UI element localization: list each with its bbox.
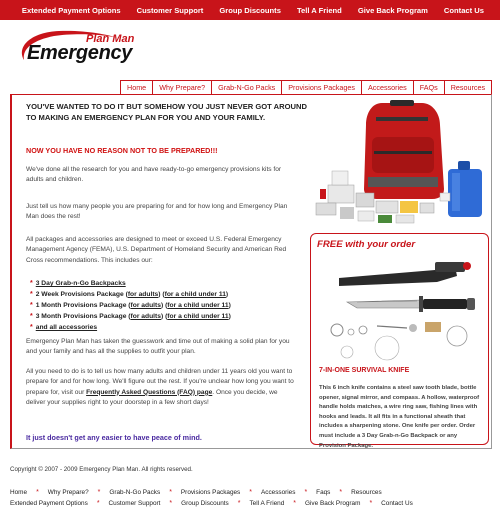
- star-separator-icon: *: [97, 489, 101, 496]
- nav-provisions[interactable]: Provisions Packages: [281, 81, 361, 94]
- footer-customer-support[interactable]: Customer Support: [108, 500, 161, 507]
- link-3month-adults[interactable]: for adults: [130, 313, 161, 320]
- knife-title: 7-IN-ONE SURVIVAL KNIFE: [319, 367, 410, 374]
- tell-us-paragraph: Just tell us how many people you are preparing for and for how long and Emergency Plan Man does the rest!: [26, 203, 288, 221]
- guesswork-paragraph: Emergency Plan Man has taken the guesswork and time out of making a solid plan for you and your family and has all the supplies to outfit your plan.: [26, 338, 290, 356]
- faq-paragraph: [26, 367, 294, 408]
- top-nav-contact-us[interactable]: Contact Us: [443, 5, 484, 15]
- top-nav-customer-support[interactable]: Customer Support: [136, 5, 204, 15]
- top-nav-group-discounts[interactable]: Group Discounts: [219, 5, 281, 15]
- star-bullet-icon: *: [30, 313, 33, 320]
- star-separator-icon: *: [249, 489, 252, 496]
- closing-tagline: It just doesn't get any easier to have peace of mind.: [26, 433, 202, 442]
- nav-home[interactable]: Home: [120, 81, 152, 94]
- footer-faqs[interactable]: Faqs: [316, 489, 331, 496]
- footer-accessories[interactable]: Accessories: [260, 489, 296, 496]
- footer-grab-n-go[interactable]: Grab-N-Go Packs: [109, 489, 161, 496]
- star-separator-icon: *: [339, 489, 343, 496]
- star-separator-icon: *: [293, 500, 297, 507]
- logo-emergency: Emergency: [27, 42, 133, 64]
- footer-nav-secondary: [10, 500, 413, 507]
- pack-label: 3 Month Provisions Package: [35, 313, 127, 320]
- footer-home[interactable]: Home: [10, 489, 28, 496]
- list-item: * 3 Month Provisions Package ( for adults ) ( for a child under 11 ): [30, 313, 231, 320]
- standards-paragraph: All packages and accessories are designed to meet or exceed U.S. Federal Emergency Management Agency (FEMA), U.S. Department of Homeland Security and American Red Cross recommendations. This includes our:: [26, 236, 287, 264]
- nav-grab-n-go[interactable]: Grab-N-Go Packs: [211, 81, 281, 94]
- main-content: [10, 94, 492, 449]
- star-separator-icon: *: [169, 500, 173, 507]
- link-3month-child[interactable]: for a child under 11: [167, 313, 229, 320]
- free-offer-box: [310, 233, 489, 449]
- free-offer-title: FREE with your order: [317, 239, 416, 250]
- star-separator-icon: *: [36, 489, 39, 496]
- footer-tell-a-friend[interactable]: Tell A Friend: [249, 500, 285, 507]
- link-all-accessories[interactable]: and all accessories: [35, 324, 98, 331]
- nav-resources[interactable]: Resources: [444, 81, 491, 94]
- red-heading: NOW YOU HAVE NO REASON NOT TO BE PREPARED!!!: [26, 146, 218, 155]
- link-3day-backpacks[interactable]: 3 Day Grab-n-Go Backpacks: [35, 280, 126, 287]
- star-separator-icon: *: [369, 500, 373, 507]
- star-separator-icon: *: [304, 489, 308, 496]
- knife-description: This 6 inch knife contains a steel saw tooth blade, bottle opener, signal mirror, and compass. A hollow, waterproof handle holds matches, a wire ring saw, fishing lines with hooks and leads. It all fits in a functional sheath that includes a sharpening stone. One knife per order. Order must include a 3 Day Grab-n-Go Backpack or any Provision Package.: [319, 385, 480, 449]
- site-logo[interactable]: [14, 26, 154, 74]
- survival-knife-image: [317, 256, 483, 364]
- copyright: Copyright © 2007 - 2009 Emergency Plan Man. All rights reserved.: [10, 466, 193, 473]
- faq-paragraph-text: All you need to do is to tell us how many adults and children under 11 years old you want to prepare for and for how long. We'll figure out the rest. If you're unclear how long you want to prepare for, visit our: [26, 368, 294, 396]
- footer-give-back[interactable]: Give Back Program: [305, 500, 361, 507]
- nav-faqs[interactable]: FAQs: [413, 81, 444, 94]
- top-nav-extended-payment[interactable]: Extended Payment Options: [21, 5, 121, 15]
- footer-why-prepare[interactable]: Why Prepare?: [47, 489, 89, 496]
- nav-accessories[interactable]: Accessories: [361, 81, 413, 94]
- lead-heading: YOU'VE WANTED TO DO IT BUT SOMEHOW YOU JUST NEVER GOT AROUND TO MAKING AN EMERGENCY PLAN FOR YOU AND YOUR FAMILY.: [26, 102, 307, 122]
- top-nav-give-back[interactable]: Give Back Program: [357, 5, 428, 15]
- footer-nav-primary: [10, 489, 382, 496]
- list-item: * 2 Week Provisions Package ( for adults ) ( for a child under 11 ): [30, 291, 229, 298]
- logo-plan-man: Plan Man: [86, 33, 135, 45]
- list-item: [30, 278, 231, 289]
- nav-why-prepare[interactable]: Why Prepare?: [152, 81, 211, 94]
- packs-list: [30, 278, 231, 333]
- footer-extended-payment[interactable]: Extended Payment Options: [10, 500, 88, 507]
- emergency-kit-image: [312, 97, 492, 237]
- link-2week-adults[interactable]: for adults: [127, 291, 159, 298]
- footer-contact-us[interactable]: Contact Us: [381, 500, 413, 507]
- star-bullet-icon: *: [30, 302, 33, 309]
- pack-label: 2 Week Provisions Package: [35, 291, 124, 298]
- footer-resources[interactable]: Resources: [351, 489, 382, 496]
- footer-group-discounts[interactable]: Group Discounts: [181, 500, 229, 507]
- list-item: [30, 322, 231, 333]
- top-nav-tell-a-friend[interactable]: Tell A Friend: [296, 5, 342, 15]
- star-separator-icon: *: [169, 489, 172, 496]
- pack-label: 1 Month Provisions Package: [35, 302, 127, 309]
- link-1month-child[interactable]: for a child under 11: [167, 302, 229, 309]
- star-bullet-icon: *: [30, 291, 33, 298]
- list-item: * 1 Month Provisions Package ( for adults ) ( for a child under 11 ): [30, 302, 231, 309]
- intro-paragraph: We've done all the research for you and have ready-to-go emergency provisions kits for adults and children.: [26, 166, 282, 184]
- faq-link[interactable]: Frequently Asked Questions (FAQ) page: [86, 388, 213, 396]
- star-bullet-icon: *: [30, 280, 33, 287]
- star-separator-icon: *: [237, 500, 241, 507]
- link-1month-adults[interactable]: for adults: [130, 302, 161, 309]
- top-nav: [0, 0, 500, 20]
- link-2week-child[interactable]: for a child under 11: [164, 291, 226, 298]
- main-nav: [120, 80, 492, 94]
- star-separator-icon: *: [96, 500, 100, 507]
- faq-paragraph-text-end: . Once you decide, we deliver your supplies right to your doorstep in a few short days!: [26, 388, 278, 406]
- star-bullet-icon: *: [30, 324, 33, 331]
- footer-provisions[interactable]: Provisions Packages: [180, 489, 241, 496]
